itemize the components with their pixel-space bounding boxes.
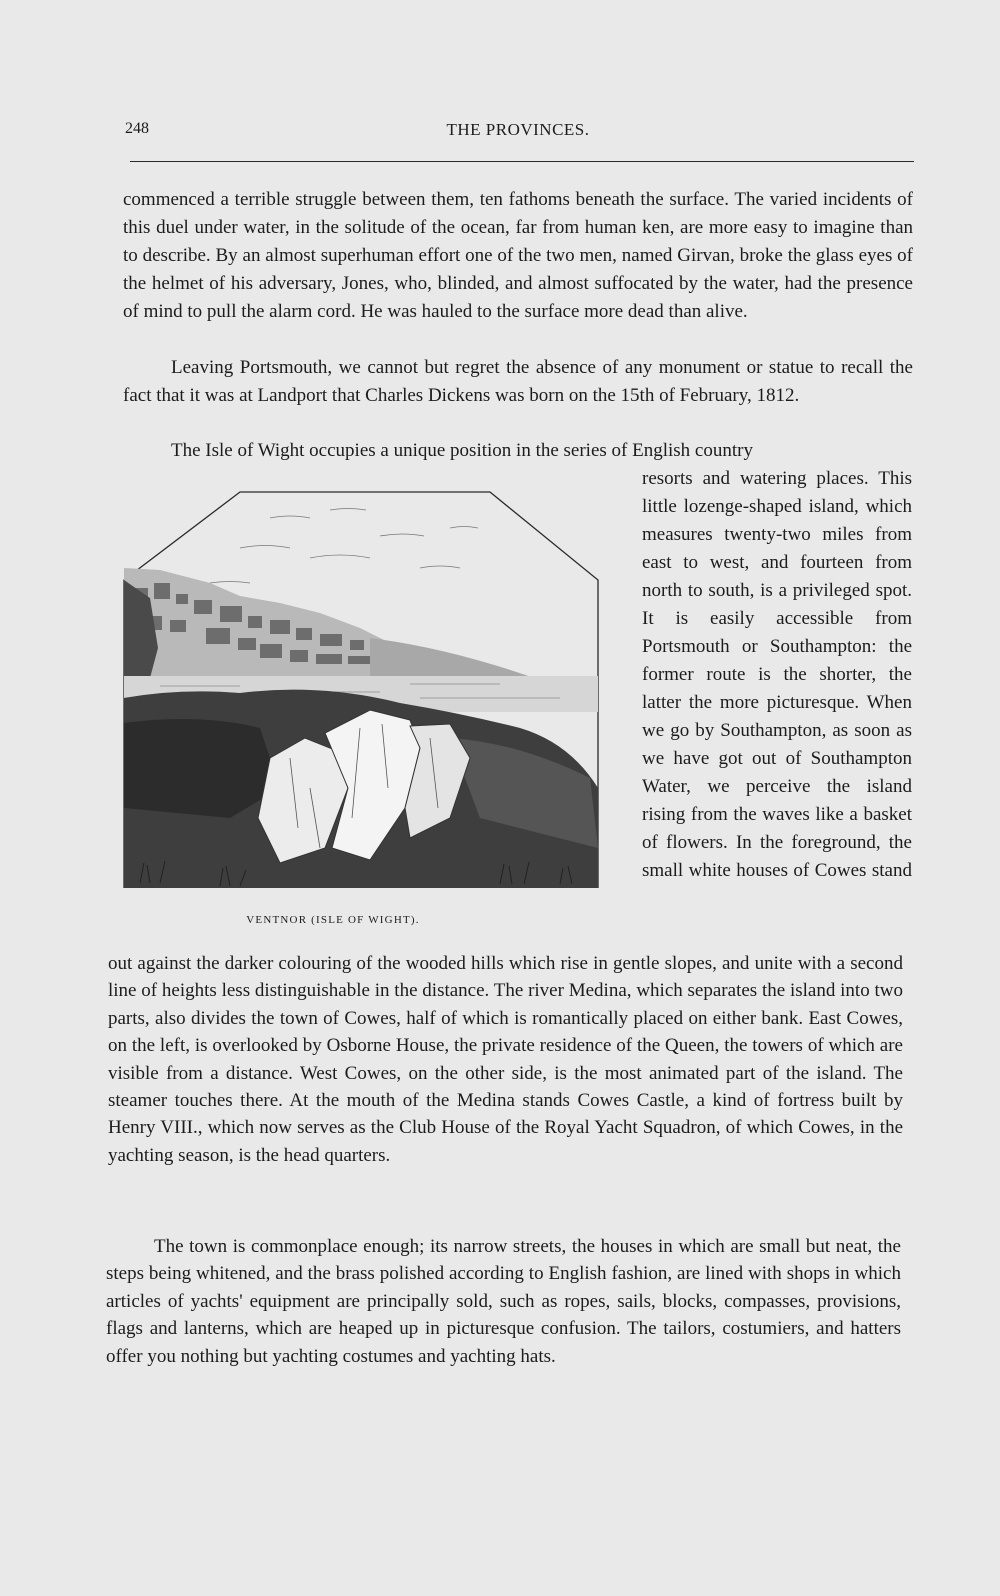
paragraph-leaving-portsmouth: Leaving Portsmouth, we cannot but regret the absence of any monument or statue to recall the fact that it was at Landport that Charles Dickens was born on the 15th of February, 1812. bbox=[123, 357, 913, 406]
paragraph-town-commonplace: The town is commonplace enough; its narrow streets, the houses in which are small but neat, the steps being whitened, and the brass polished according to English fashion, are lined with shops in which articles of yachts' equipment are principally sold, such as ropes, sails, blocks, compasses, provisions, flags and lanterns, which are heaped up in picturesque confusion. The tailors, costumiers, and hatters offer you nothing but yachting costumes and yachting hats. bbox=[106, 1236, 901, 1367]
paragraph-diver-struggle: commenced a terrible struggle between them, ten fathoms beneath the surface. The varied incidents of this duel under water, in the solitude of the ocean, far from human ken, are more easy to imagine than to describe. By an almost superhuman effort one of the two men, named Girvan, broke the glass eyes of the helmet of his adversary, Jones, who, blinded, and almost suffocated by the water, had the presence of mind to pull the alarm cord. He was hauled to the surface more dead than alive. bbox=[123, 189, 913, 322]
paragraph-isle-of-wight-lead: The Isle of Wight occupies a unique position in the series of English country bbox=[171, 440, 753, 461]
figure-caption: VENTNOR (ISLE OF WIGHT). bbox=[246, 914, 420, 926]
page-number: 248 bbox=[125, 120, 149, 137]
header-rule bbox=[130, 161, 914, 162]
paragraph-isle-of-wight-continued: out against the darker colouring of the wooded hills which rise in gentle slopes, and unite with a second line of heights less distinguishable in the distance. The river Medina, which separates the island into two parts, also divides the town of Cowes, half of which is romantically placed on either bank. East Cowes, on the left, is overlooked by Osborne House, the private residence of the Queen, the towers of which are visible from a distance. West Cowes, on the other side, is the most animated part of the island. The steamer touches there. At the mouth of the Medina stands Cowes Castle, a kind of fortress built by Henry VIII., which now serves as the Club House of the Royal Yacht Squadron, of which Cowes, in the yachting season, is the head quarters. bbox=[108, 953, 903, 1166]
ventnor-engraving-illustration bbox=[120, 488, 610, 908]
ventnor-engraving bbox=[120, 488, 610, 908]
running-title: THE PROVINCES. bbox=[446, 120, 590, 139]
paragraph-isle-of-wight-side-column: resorts and watering places. This little lozenge-shaped island, which measures twenty-two miles from east to west, and fourteen from north to south, is a privileged spot. It is easily accessible from Portsmouth or Southampton: the former route is the shorter, the latter the more picturesque. When we go by Southampton, as soon as we have got out of Southampton Water, we perceive the island rising from the waves like a basket of flowers. In the foreground, the small white houses of Cowes stand bbox=[642, 468, 912, 881]
running-head bbox=[125, 120, 911, 144]
